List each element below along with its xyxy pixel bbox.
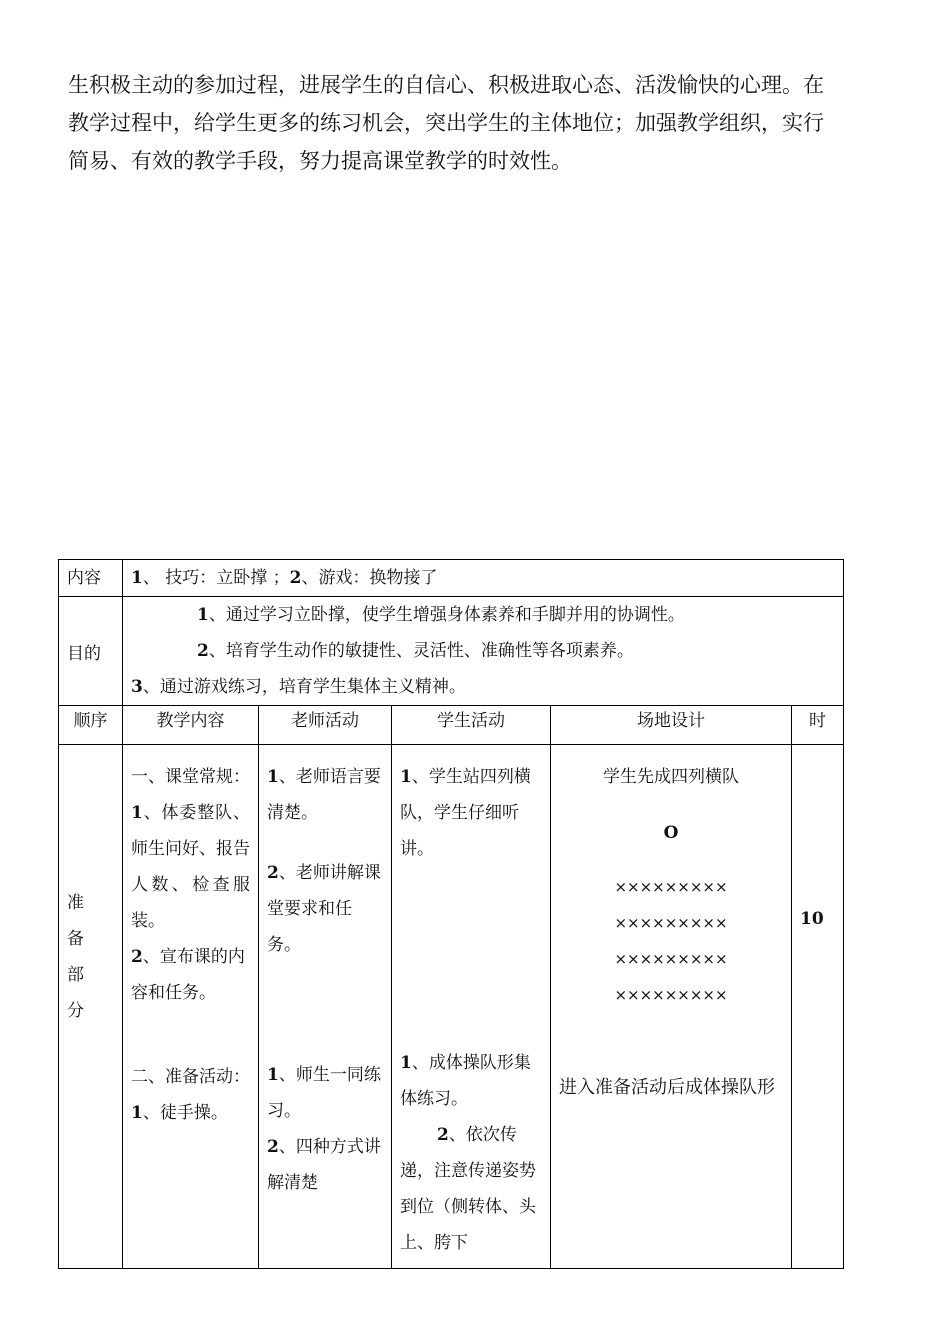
goal-item: 3、通过游戏练习，培育学生集体主义精神。 xyxy=(131,677,466,697)
teacher-position-mark: O xyxy=(663,823,679,843)
formation-row: ××××××××× xyxy=(614,986,728,1004)
intro-line: 教学过程中，给学生更多的练习机会，突出学生的主体地位；加强教学组织，实行 xyxy=(68,111,824,135)
goal-value-cell xyxy=(123,597,844,706)
content-item: 一、课堂常规： xyxy=(131,767,250,787)
student-activity-cell xyxy=(392,745,551,1269)
teacher-item: 1、师生一同练习。 xyxy=(267,1065,381,1121)
intro-line: 生积极主动的参加过程，进展学生的自信心、积极进取心态、活泼愉快的心理。在 xyxy=(68,73,824,97)
content-item: 1、徒手操。 xyxy=(131,1103,228,1123)
formation-row: ××××××××× xyxy=(614,878,728,896)
content-item: 二、准备活动： xyxy=(131,1067,250,1087)
content-text-1: 、 技巧：立卧撑 ； xyxy=(142,568,290,588)
teacher-item: 2、四种方式讲解清楚 xyxy=(267,1137,381,1193)
goal-label: 目的 xyxy=(67,643,101,664)
formation-row: ××××××××× xyxy=(614,950,728,968)
lesson-plan-table xyxy=(58,559,844,1269)
header-teacher-activity: 老师活动 xyxy=(259,706,392,745)
header-time: 时 xyxy=(792,706,844,745)
intro-paragraph xyxy=(68,66,888,180)
goal-item: 1、通过学习立卧撑，使学生增强身体素养和手脚并用的协调性。 xyxy=(197,605,685,625)
field-note: 进入准备活动后成体操队形 xyxy=(559,1077,775,1098)
student-item: 1、学生站四列横队，学生仔细听讲。 xyxy=(400,767,531,859)
teaching-content-cell xyxy=(123,745,259,1269)
formation-diagram xyxy=(559,869,783,1013)
content-item: 1、体委整队、师生问好、报告人数、检查服装。 xyxy=(131,803,250,931)
content-label: 内容 xyxy=(67,568,101,588)
student-item: 2、依次传递，注意传递姿势到位（侧转体、头上、胯下 xyxy=(400,1125,536,1253)
teacher-item: 2、老师讲解课堂要求和任务。 xyxy=(267,863,381,955)
section-label: 准备部分 xyxy=(67,893,84,1021)
content-num-1: 1 xyxy=(131,568,143,588)
header-field-design: 场地设计 xyxy=(551,706,792,745)
content-text-2: 、游戏：换物接了 xyxy=(301,568,438,588)
section-label-cell xyxy=(59,745,123,1269)
time-value: 10 xyxy=(800,909,824,929)
content-num-2: 2 xyxy=(289,568,302,588)
formation-row: ××××××××× xyxy=(614,914,728,932)
content-label-cell xyxy=(59,560,123,597)
content-item: 2、宣布课的内容和任务。 xyxy=(131,947,245,1003)
goal-item: 2、培育学生动作的敏捷性、灵活性、准确性等各项素养。 xyxy=(197,641,634,661)
content-value-cell xyxy=(123,560,844,597)
header-order: 顺序 xyxy=(59,706,123,745)
student-item: 1、成体操队形集体练习。 xyxy=(400,1053,531,1109)
intro-line: 简易、有效的教学手段，努力提高课堂教学的时效性。 xyxy=(68,149,572,173)
goal-label-cell xyxy=(59,597,123,706)
time-cell xyxy=(792,745,844,1269)
field-title: 学生先成四列横队 xyxy=(603,767,739,787)
header-student-activity: 学生活动 xyxy=(392,706,551,745)
teacher-item: 1、老师语言要清楚。 xyxy=(267,767,381,823)
teacher-activity-cell xyxy=(259,745,392,1269)
field-design-cell xyxy=(551,745,792,1269)
header-teaching-content: 教学内容 xyxy=(123,706,259,745)
